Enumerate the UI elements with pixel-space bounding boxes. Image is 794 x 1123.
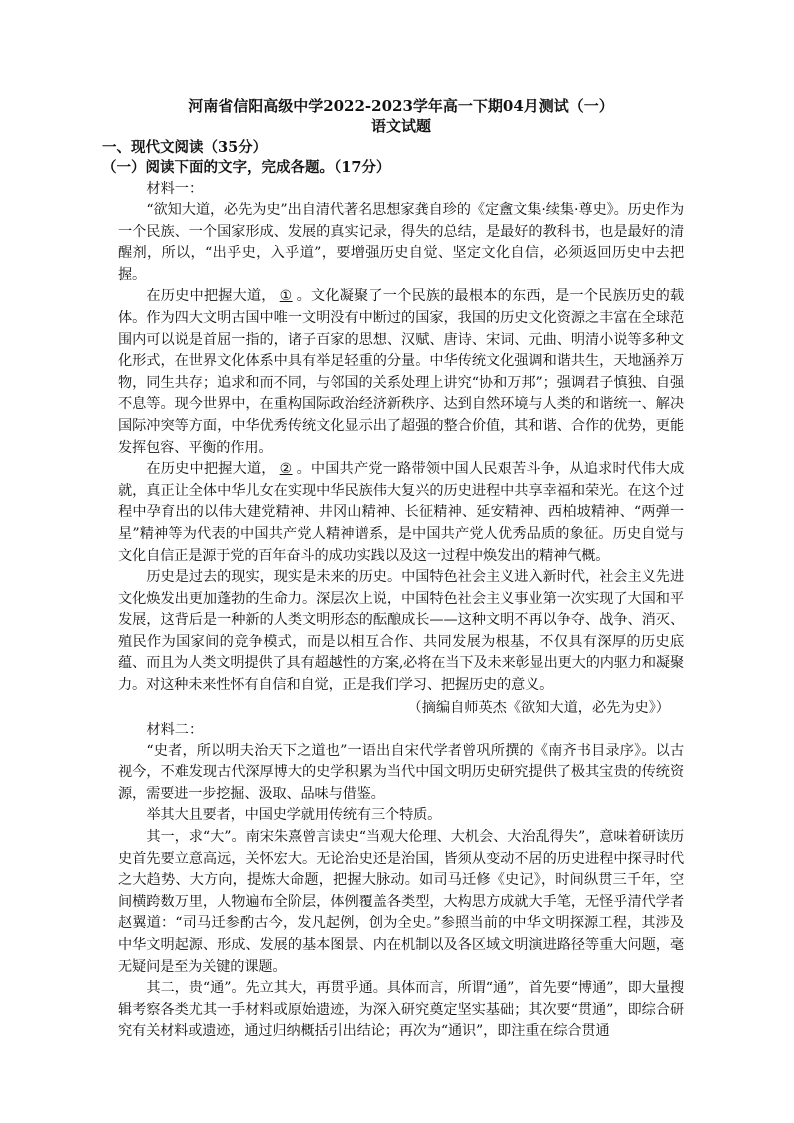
material-two-paragraph-4: 其二，贵“通”。先立其大，再贯乎通。具体而言，所谓“通”，首先要“博通”，即大量搜辑考察各类尤其一手材料或原始遗迹，为深入研究奠定坚实基础；其次要“贯通”，即综合研究有关材料或遗迹，通过归纳概括引出结论；再次为“通识”，即注重在综合贯通 [118,980,684,1040]
exam-title: 河南省信阳高级中学2022-2023学年高一下期04月测试（一） [188,97,614,115]
material-one-paragraph-3 [118,459,684,567]
fill-in-blank-2: ② [279,461,293,478]
material-two-label: 材料二： [146,721,204,738]
paragraph-lead: 在历史中把握大道， [146,461,276,478]
paragraph-body: 。文化凝聚了一个民族的最根本的东西，是一个民族历史的载体。作为四大文明古国中唯一文明没有中断过的国家，我国的历史文化资源之丰富在全球范围内可以说是首屈一指的，诸子百家的思想、汉赋、唐诗、宋词、元曲、明清小说等多种文化形式，在世界文化体系中具有举足轻重的分量。中华传统文化强调和谐共生，天地涵养万物，同生共存；追求和而不同，与邻国的关系处理上讲究“协和万邦”；强调君子慎独、自强不息等。现今世界中，在重构国际政治经济新秩序、达到自然环境与人类的和谐统一、解决国际冲突等方面，中华优秀传统文化显示出了超强的整合价值，其和谐、合作的优势，更能发挥包容、平衡的作用。 [118,288,685,456]
material-one-paragraph-1: “欲知大道，必先为史”出自清代著名思想家龚自珍的《定盦文集·续集·尊史》。历史作为一个民族、一个国家形成、发展的真实记录，得失的总结，是最好的教科书，也是最好的清醒剂，所以，“出乎史，入乎道”，要增强历史自觉、坚定文化自信，必须返回历史中去把握。 [118,202,684,283]
paragraph-body: 。中国共产党一路带领中国人民艰苦斗争，从追求时代伟大成就，真正让全体中华儿女在实现中华民族伟大复兴的历史进程中共享幸福和荣光。在这个过程中孕育出的以伟大建党精神、井冈山精神、长征精神、延安精神、西柏坡精神、“两弹一星”精神等为代表的中国共产党人精神谱系，是中国共产党人优秀品质的象征。历史自觉与文化自信正是源于党的百年奋斗的成功实践以及这一过程中焕发出的精神气概。 [118,461,685,564]
material-one-paragraph-4: 历史是过去的现实，现实是未来的历史。中国特色社会主义进入新时代，社会主义先进文化焕发出更加蓬勃的生命力。深层次上说，中国特色社会主义事业第一次实现了大国和平发展，这背后是一种新的人类文明形态的酝酿成长——这种文明不再以争夺、战争、消灭、殖民作为国家间的竞争模式，而是以相互合作、共同发展为根基，不仅具有深厚的历史底蕴、而且为人类文明提供了具有超越性的方案,必将在当下及未来彰显出更大的内驱力和凝聚力。对这种未来性怀有自信和自觉，正是我们学习、把握历史的意义。 [118,569,684,694]
paragraph-lead: 在历史中把握大道， [146,288,276,305]
section-heading: 一、现代文阅读（35分） [102,139,268,156]
exam-page [102,96,685,1043]
part-heading: （一）阅读下面的文字，完成各题。（17分） [102,159,391,176]
material-one-label: 材料一： [146,181,204,197]
fill-in-blank-1: ① [279,288,293,305]
material-one-source: （摘编自师英杰《欲知大道，必先为史》） [407,699,670,716]
material-two-paragraph-2: 举其大且要者，中国史学就用传统有三个特质。 [146,807,442,824]
material-one-paragraph-2 [118,286,684,459]
exam-subtitle: 语文试题 [370,117,431,135]
material-two-paragraph-3: 其一，求“大”。南宋朱熹曾言读史“当观大伦理、大机会、大治乱得失”，意味着研读历史首先要立意高远，关怀宏大。无论治史还是治国，皆须从变动不居的历史进程中探寻时代之大趋势、大方向，提炼大命题，把握大脉动。如司马迁修《史记》，时间纵贯三千年，空间横跨数万里，人物遍布全阶层，体例覆盖各类型，大构思方成就大手笔，无怪乎清代学者赵翼道：“司马迁参酌古今，发凡起例，创为全史。”参照当前的中华文明探源工程，其涉及中华文明起源、形成、发展的基本图景、内在机制以及各区域文明演进路径等重大问题，毫无疑问是至为关键的课题。 [118,829,684,975]
material-two-paragraph-1: “史者，所以明夫治天下之道也”一语出自宋代学者曾巩所撰的《南齐书目录序》。以古视今，不难发现古代深厚博大的史学积累为当代中国文明历史研究提供了极其宝贵的传统资源，需要进一步挖掘、汲取、品味与借鉴。 [118,742,684,802]
